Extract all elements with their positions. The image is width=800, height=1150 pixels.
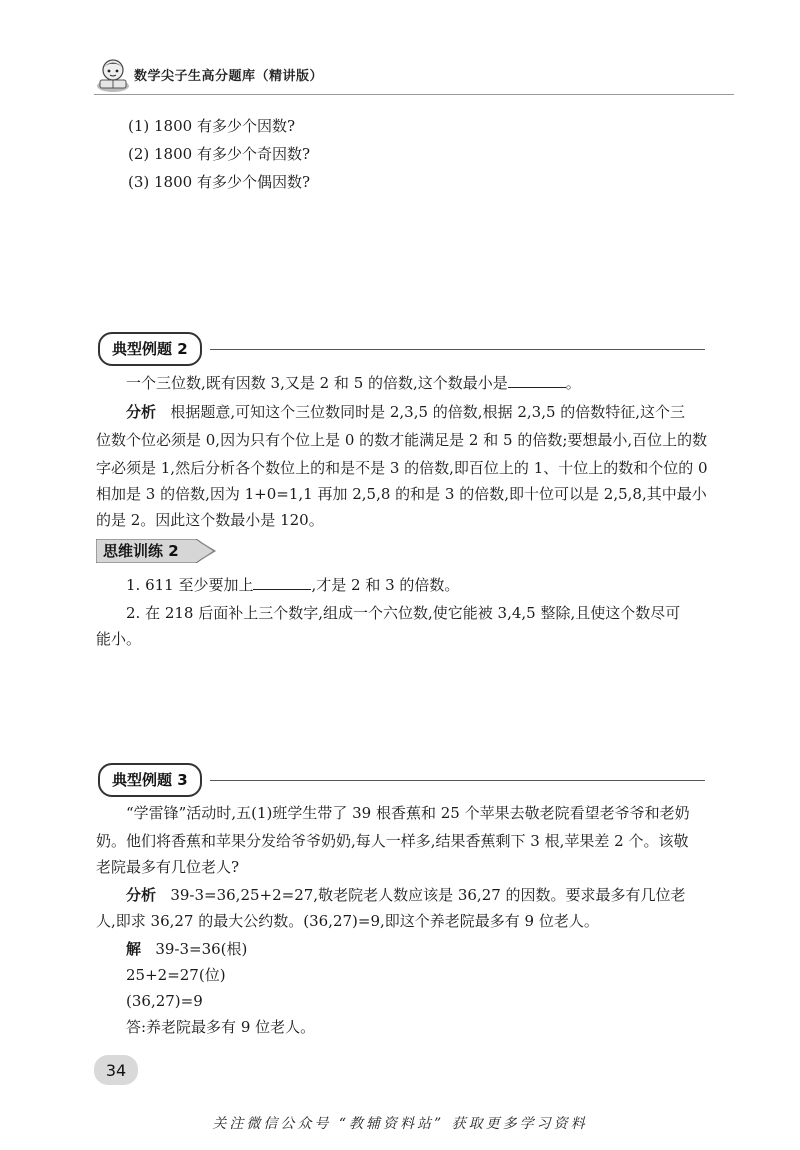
example-3-solution-line [126,939,247,959]
example-3-question-line: 老院最多有几位老人? [96,858,240,876]
example-3-solution-line: 答:养老院最多有 9 位老人。 [126,1018,316,1036]
answer-blank [508,373,566,388]
footer-notice: 关注微信公众号 “教辅资料站” 获取更多学习资料 [212,1116,588,1132]
training-2-label: 思维训练 2 [103,542,179,560]
intro-question: (1) 1800 有多少个因数? [128,117,296,135]
training-2-item-2-cont: 能小。 [96,630,142,648]
solution-label: 解 [126,940,142,958]
analysis-label: 分析 [126,886,157,904]
page-number: 34 [105,1061,127,1080]
section-divider [210,349,705,350]
student-mascot-icon [94,56,132,94]
intro-question: (2) 1800 有多少个奇因数? [128,145,311,163]
header-divider [94,94,734,95]
example-3-solution-line: 25+2=27(位) [126,966,226,984]
page-header [94,56,734,96]
example-2-analysis-line: 位数个位必须是 0,因为只有个位上是 0 的数才能满足是 2 和 5 的倍数;要想最小,百位上的数 [96,431,708,449]
book-title: 数学尖子生高分题库（精讲版） [134,69,324,84]
example-2-analysis-line [126,402,685,422]
example-3-question-line: “学雷锋”活动时,五(1)班学生带了 39 根香蕉和 25 个苹果去敬老院看望老爷爷和老奶 [126,804,690,822]
item-text-end: ,才是 2 和 3 的倍数。 [311,576,460,594]
answer-blank [253,575,311,590]
example-3-analysis-line [126,885,686,905]
example-2-question [126,373,581,393]
analysis-text: 39-3=36,25+2=27,敬老院老人数应该是 36,27 的因数。要求最多有几位老 [170,886,686,904]
example-2-badge: 典型例题 2 [98,332,202,366]
training-2-tag [96,539,220,563]
example-3-badge: 典型例题 3 [98,763,202,797]
example-2-analysis-line: 的是 2。因此这个数最小是 120。 [96,511,324,529]
solution-text: 39-3=36(根) [155,940,248,958]
example-3-analysis-line: 人,即求 36,27 的最大公约数。(36,27)=9,即这个养老院最多有 9 位老人。 [96,912,599,930]
section-divider [210,780,705,781]
question-text: 一个三位数,既有因数 3,又是 2 和 5 的倍数,这个数最小是 [126,374,508,392]
item-text: 1. 611 至少要加上 [126,576,254,594]
example-3-solution-line: (36,27)=9 [126,992,203,1010]
question-end: 。 [565,374,581,392]
example-3-question-line: 奶。他们将香蕉和苹果分发给爷爷奶奶,每人一样多,结果香蕉剩下 3 根,苹果差 2 个。该敬 [96,832,689,850]
analysis-label: 分析 [126,403,157,421]
example-2-analysis-line: 字必须是 1,然后分析各个数位上的和是不是 3 的倍数,即百位上的 1、十位上的数和个位的 0 [96,459,708,477]
training-2-item-1 [126,575,459,595]
example-2-analysis-line: 相加是 3 的倍数,因为 1+0=1,1 再加 2,5,8 的和是 3 的倍数,即十位可以是 2,5,8,其中最小 [96,485,707,503]
training-2-item-2: 2. 在 218 后面补上三个数字,组成一个六位数,使它能被 3,4,5 整除,且使这个数尽可 [126,604,681,622]
intro-question: (3) 1800 有多少个偶因数? [128,173,311,191]
analysis-text: 根据题意,可知这个三位数同时是 2,3,5 的倍数,根据 2,3,5 的倍数特征,这个三 [170,403,686,421]
